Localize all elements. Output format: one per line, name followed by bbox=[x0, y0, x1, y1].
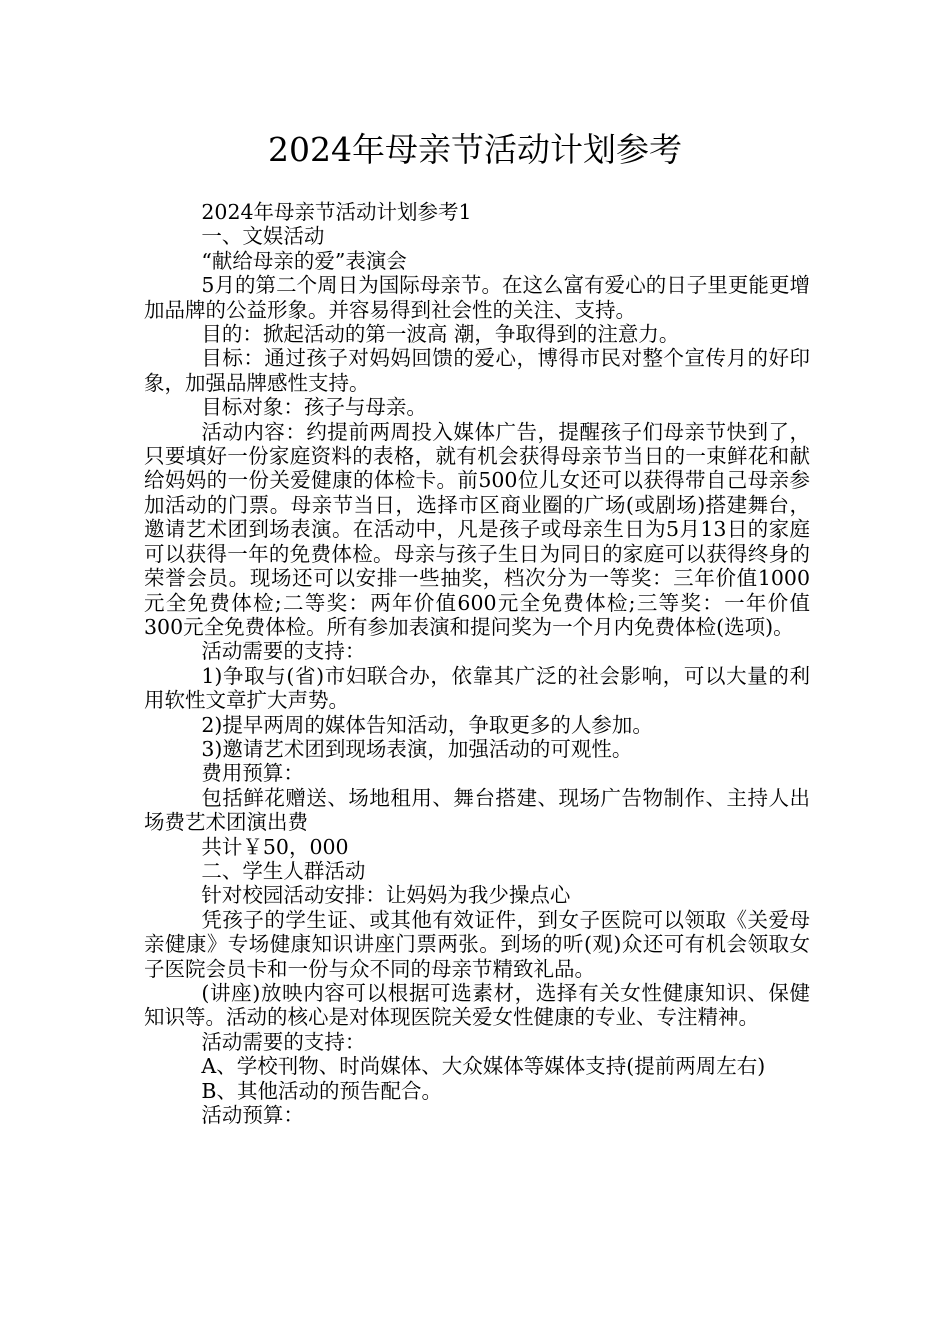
paragraph: 活动需要的支持： bbox=[201, 1029, 366, 1054]
document-body bbox=[144, 200, 810, 1127]
paragraph: 2024年母亲节活动计划参考1 bbox=[201, 200, 472, 224]
paragraph: (讲座)放映内容可以根据可选素材，选择有关女性健康知识、保健知识等。活动的核心是对体现医院关爱女性健康的专业、专注精神。 bbox=[144, 981, 810, 1030]
paragraph: 1)争取与(省)市妇联合办，依靠其广泛的社会影响，可以大量的利用软性文章扩大声势。 bbox=[144, 663, 810, 713]
paragraph: 2)提早两周的媒体告知活动，争取更多的人参加。 bbox=[201, 712, 653, 737]
paragraph: A、学校刊物、时尚媒体、大众媒体等媒体支持(提前两周左右) bbox=[201, 1054, 766, 1079]
document-title: 2024年母亲节活动计划参考 bbox=[268, 130, 682, 169]
paragraph: 二、学生人群活动 bbox=[201, 858, 366, 883]
paragraph: 活动预算： bbox=[201, 1103, 304, 1128]
paragraph: 活动内容：约提前两周投入媒体广告，提醒孩子们母亲节快到了，只要填好一份家庭资料的表格，就有机会获得母亲节当日的一束鲜花和献给妈妈的一份关爱健康的体检卡。前500位儿女还可以获得带自己母亲参加活动的门票。母亲节当日，选择市区商业圈的广场(或剧场)搭建舞台，邀请艺术团到场表演。在活动中，凡是孩子或母亲生日为5月13日的家庭可以获得一年的免费体检。母亲与孩子生日为同日的家庭可以获得终身的荣誉会员。现场还可以安排一些抽奖，档次分为一等奖：三年价值1000元全免费体检;二等奖：两年价值600元全免费体检;三等奖：一年价值300元全免费体检。所有参加表演和提问奖为一个月内免费体检(选项)。 bbox=[144, 419, 810, 639]
paragraph: 针对校园活动安排：让妈妈为我少操点心 bbox=[201, 883, 571, 908]
paragraph: B、其他活动的预告配合。 bbox=[201, 1078, 442, 1103]
paragraph: 目标对象：孩子与母亲。 bbox=[201, 395, 427, 420]
paragraph: 5月的第二个周日为国际母亲节。在这么富有爱心的日子里更能更增加品牌的公益形象。并容易得到社会性的关注、支持。 bbox=[144, 273, 810, 322]
paragraph: 包括鲜花赠送、场地租用、舞台搭建、现场广告物制作、主持人出场费艺术团演出费 bbox=[144, 785, 810, 835]
paragraph: “献给母亲的爱”表演会 bbox=[201, 248, 407, 273]
paragraph: 目标：通过孩子对妈妈回馈的爱心，博得市民对整个宣传月的好印象，加强品牌感性支持。 bbox=[144, 346, 810, 395]
paragraph: 活动需要的支持： bbox=[201, 639, 366, 664]
paragraph: 费用预算： bbox=[201, 761, 304, 786]
paragraph: 3)邀请艺术团到现场表演，加强活动的可观性。 bbox=[201, 736, 633, 761]
paragraph: 一、文娱活动 bbox=[201, 224, 325, 249]
paragraph: 目的：掀起活动的第一波高 潮，争取得到的注意力。 bbox=[201, 322, 680, 347]
paragraph: 凭孩子的学生证、或其他有效证件，到女子医院可以领取《关爱母亲健康》专场健康知识讲座门票两张。到场的听(观)众还可有机会领取女子医院会员卡和一份与众不同的母亲节精致礼品。 bbox=[144, 907, 810, 981]
paragraph: 共计￥50，000 bbox=[201, 834, 349, 859]
